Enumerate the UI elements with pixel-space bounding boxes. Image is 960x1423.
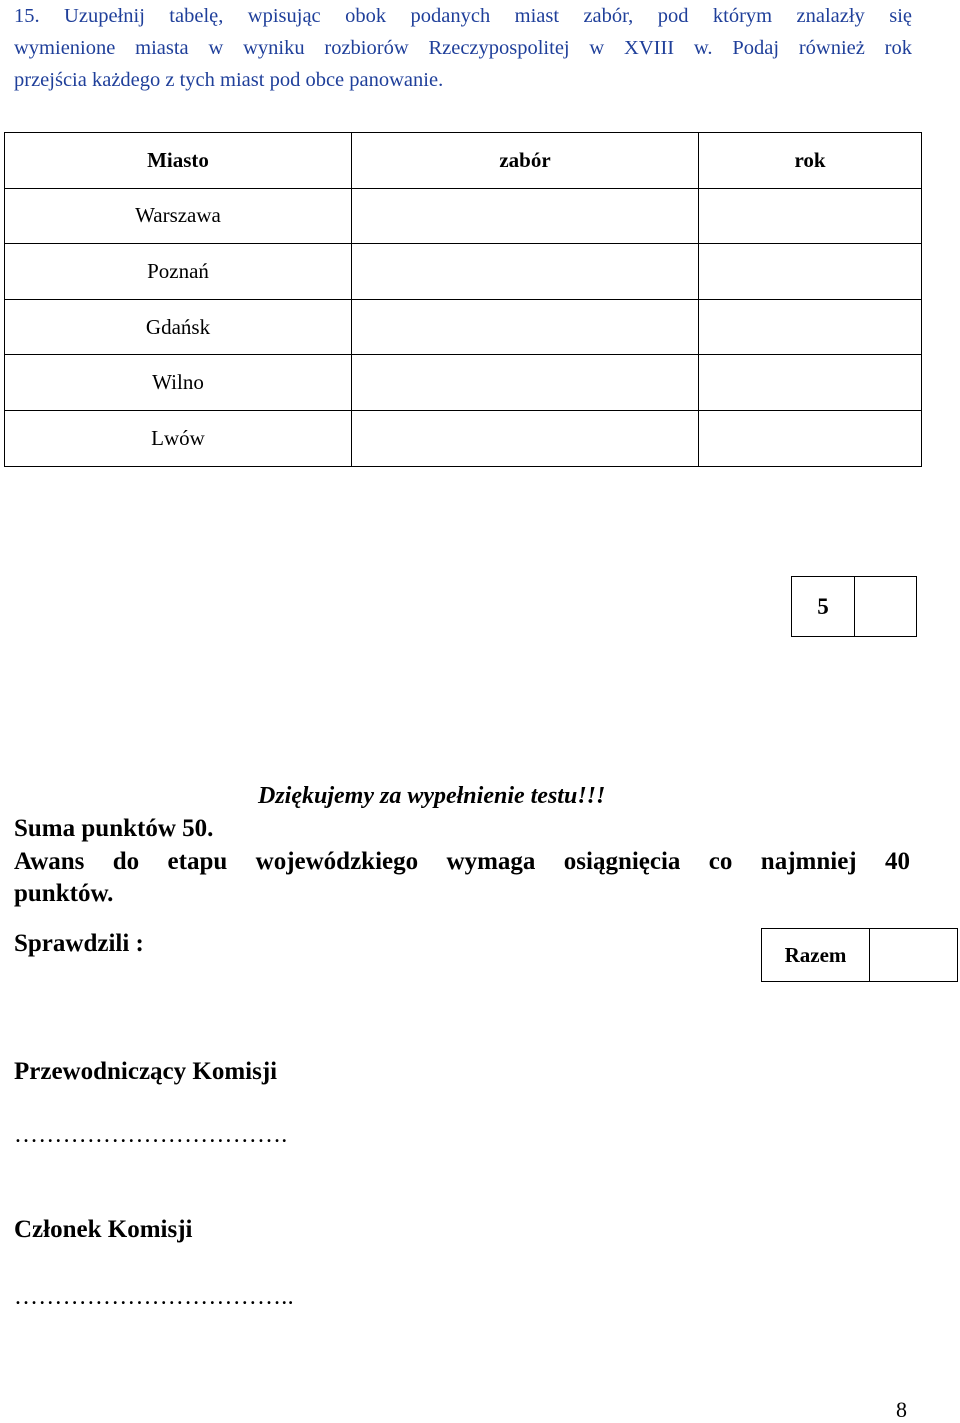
question-line-1: 15. Uzupełnij tabelę, wpisując obok podanych miast zabór, pod którym znalazły się — [14, 5, 912, 27]
zabor-answer-cell[interactable] — [352, 410, 699, 466]
page-number: 8 — [896, 1397, 907, 1422]
total-label: Razem — [762, 929, 870, 982]
city-cell: Lwów — [5, 410, 352, 466]
total-points-text: Suma punktów 50. — [14, 815, 214, 842]
thank-you-message: Dziękujemy za wypełnienie testu!!! — [258, 783, 606, 809]
qualification-line-1: Awans do etapu wojewódzkiego wymaga osiągnięcia co najmniej 40 — [14, 848, 910, 875]
rok-answer-cell[interactable] — [699, 355, 922, 411]
zabor-answer-cell[interactable] — [352, 355, 699, 411]
rok-answer-cell[interactable] — [699, 188, 922, 244]
zabor-answer-cell[interactable] — [352, 188, 699, 244]
earned-points-field[interactable] — [855, 577, 917, 637]
chairman-label: Przewodniczący Komisji — [14, 1058, 278, 1085]
table-row — [5, 410, 922, 466]
total-value-field[interactable] — [870, 929, 958, 982]
city-cell: Wilno — [5, 355, 352, 411]
city-cell: Warszawa — [5, 188, 352, 244]
total-box — [761, 928, 958, 982]
table-header-row — [5, 133, 922, 189]
question-line-3: przejścia każdego z tych miast pod obce panowanie. — [14, 69, 444, 91]
answer-table — [4, 132, 922, 467]
max-points: 5 — [792, 577, 855, 637]
table-row — [5, 244, 922, 300]
city-cell: Poznań — [5, 244, 352, 300]
member-label: Członek Komisji — [14, 1216, 193, 1243]
chairman-signature-line[interactable]: ……………………………. — [14, 1122, 288, 1148]
question-text — [14, 0, 912, 96]
question-line-2: wymienione miasta w wyniku rozbiorów Rzeczypospolitej w XVIII w. Podaj również rok — [14, 37, 912, 59]
qualification-line-2: punktów. — [14, 880, 114, 907]
rok-answer-cell[interactable] — [699, 299, 922, 355]
header-zabor: zabór — [352, 133, 699, 189]
header-miasto: Miasto — [5, 133, 352, 189]
header-rok: rok — [699, 133, 922, 189]
rok-answer-cell[interactable] — [699, 410, 922, 466]
table-row — [5, 299, 922, 355]
table-row — [5, 188, 922, 244]
zabor-answer-cell[interactable] — [352, 299, 699, 355]
checked-by-label: Sprawdzili : — [14, 930, 144, 957]
rok-answer-cell[interactable] — [699, 244, 922, 300]
score-box — [791, 576, 917, 637]
zabor-answer-cell[interactable] — [352, 244, 699, 300]
city-cell: Gdańsk — [5, 299, 352, 355]
member-signature-line[interactable]: …………………………….. — [14, 1284, 294, 1310]
qualification-note — [14, 846, 910, 910]
table-row — [5, 355, 922, 411]
